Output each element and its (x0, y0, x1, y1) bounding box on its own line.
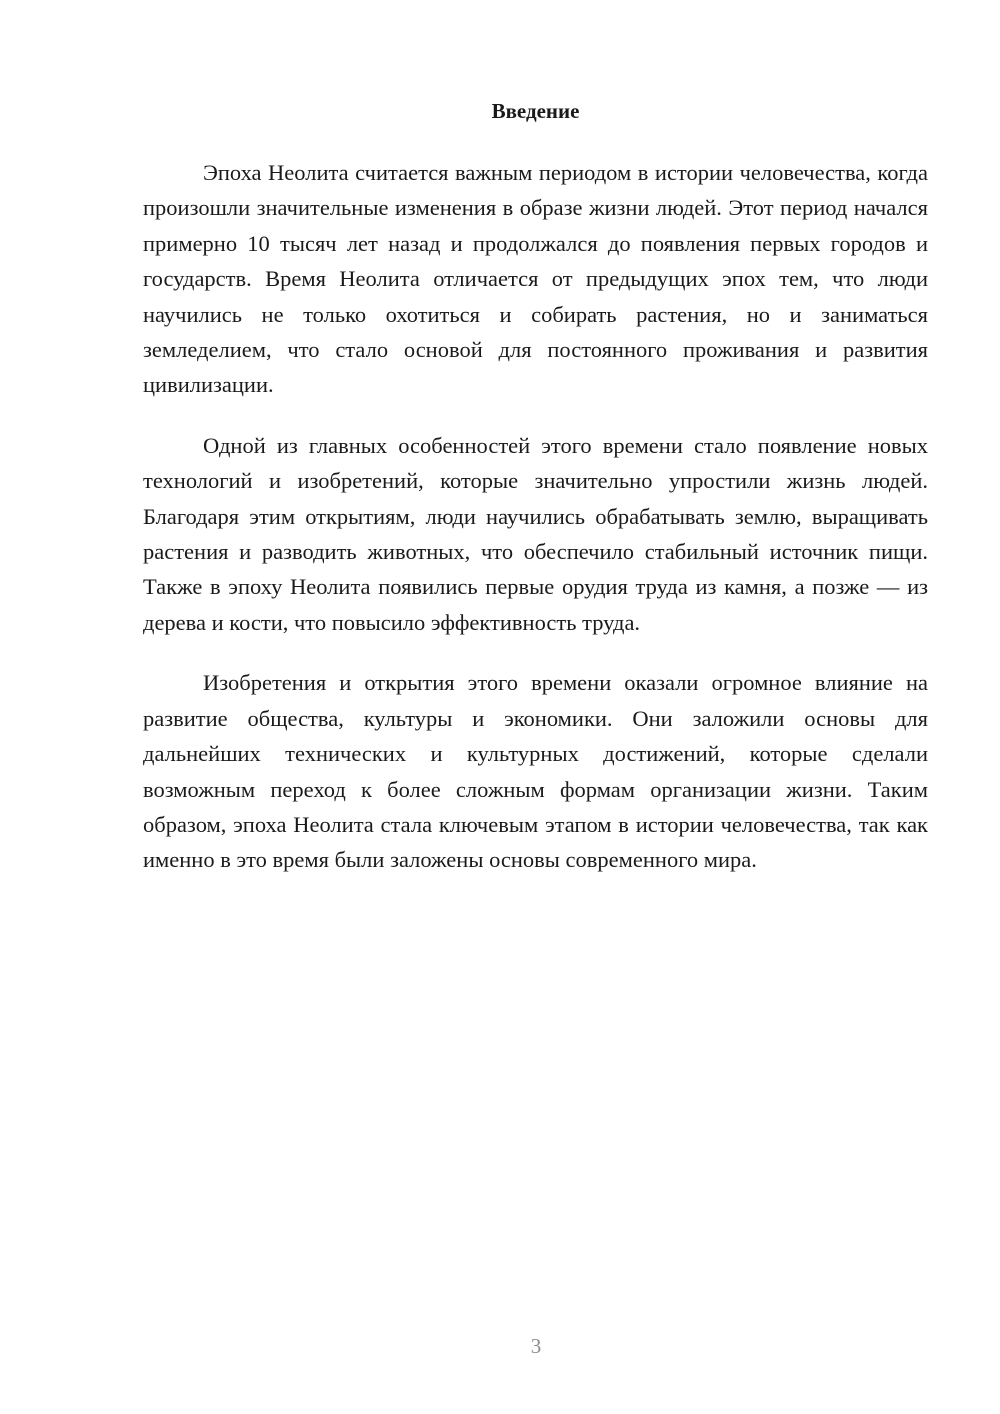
paragraph-3: Изобретения и открытия этого времени оказали огромное влияние на развитие общества, культуры и экономики. Они заложили основы для дальнейших технических и культурных достижений, которые сделали возможным переход к более сложным формам организации жизни. Таким образом, эпоха Неолита стала ключевым этапом в истории человечества, так как именно в это время были заложены основы современного мира. (143, 670, 928, 873)
paragraph-1: Эпоха Неолита считается важным периодом в истории человечества, когда произошли значительные изменения в образе жизни людей. Этот период начался примерно 10 тысяч лет назад и продолжался до появления первых городов и государств. Время Неолита отличается от предыдущих эпох тем, что люди научились не только охотиться и собирать растения, но и заниматься земледелием, что стало основой для постоянного проживания и развития цивилизации. (143, 160, 928, 398)
page-number: 3 (530, 1334, 542, 1358)
page-title: Введение (491, 99, 580, 123)
page-body (143, 96, 928, 878)
paragraph-2: Одной из главных особенностей этого времени стало появление новых технологий и изобретений, которые значительно упростили жизнь людей. Благодаря этим открытиям, люди научились обрабатывать землю, выращивать растения и разводить животных, что обеспечило стабильный источник пищи. Также в эпоху Неолита появились первые орудия труда из камня, а позже — из дерева и кости, что повысило эффективность труда. (143, 432, 928, 635)
